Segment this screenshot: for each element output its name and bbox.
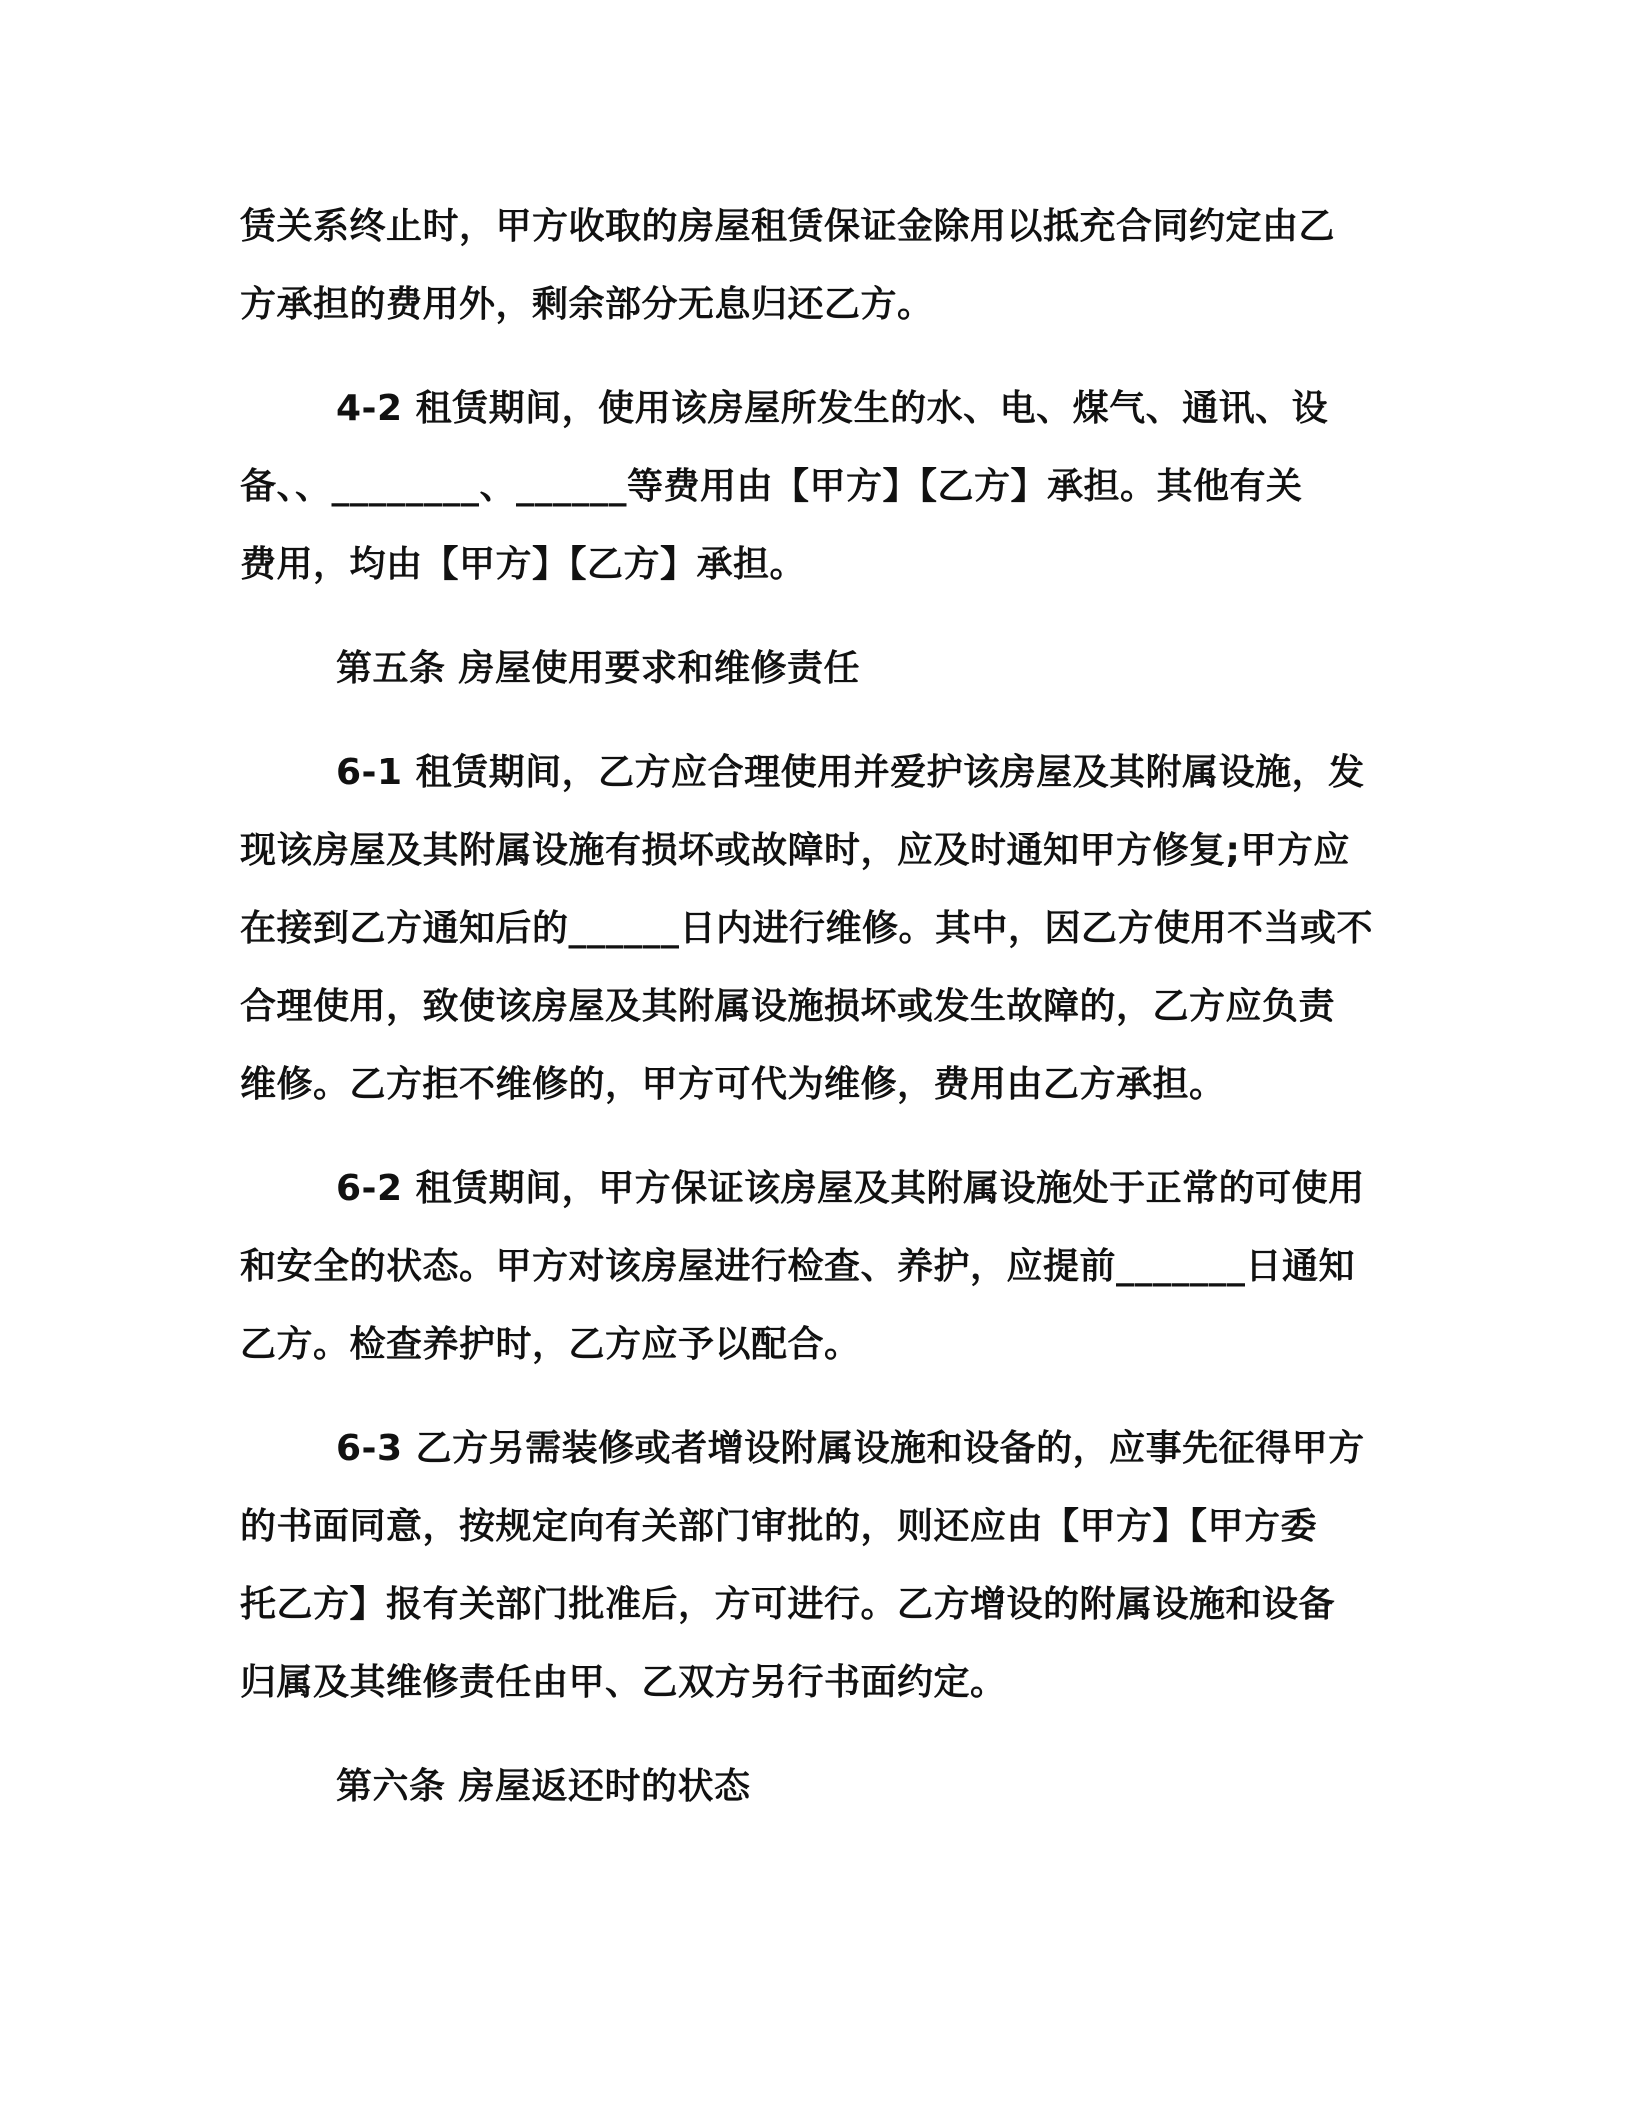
text-line: 和安全的状态。甲方对该房屋进行检查、养护，应提前_______日通知 xyxy=(240,1246,1356,1287)
text-line: 方承担的费用外，剩余部分无息归还乙方。 xyxy=(240,284,934,325)
text-line: 备、、________、______等费用由【甲方】【乙方】承担。其他有关 xyxy=(240,466,1303,507)
document-body xyxy=(240,188,1390,1852)
paragraph-deposit-return xyxy=(240,188,1390,344)
text-line: 赁关系终止时，甲方收取的房屋租赁保证金除用以抵充合同约定由乙 xyxy=(240,206,1336,247)
text-line: 4-2 租赁期间，使用该房屋所发生的水、电、煤气、通讯、设 xyxy=(336,388,1329,429)
text-line: 合理使用，致使该房屋及其附属设施损坏或发生故障的，乙方应负责 xyxy=(240,986,1336,1027)
text-line: 6-1 租赁期间，乙方应合理使用并爱护该房屋及其附属设施，发 xyxy=(336,752,1365,793)
text-line: 现该房屋及其附属设施有损坏或故障时，应及时通知甲方修复;甲方应 xyxy=(240,830,1350,871)
text-line: 托乙方】报有关部门批准后，方可进行。乙方增设的附属设施和设备 xyxy=(240,1584,1336,1625)
paragraph-6-3-renovation xyxy=(240,1410,1390,1722)
text-line: 6-3 乙方另需装修或者增设附属设施和设备的，应事先征得甲方 xyxy=(336,1428,1365,1469)
text-line: 乙方。检查养护时，乙方应予以配合。 xyxy=(240,1324,861,1365)
text-line: 归属及其维修责任由甲、乙双方另行书面约定。 xyxy=(240,1662,1007,1703)
text-line: 费用，均由【甲方】【乙方】承担。 xyxy=(240,544,807,585)
paragraph-6-2-inspection xyxy=(240,1150,1390,1384)
section-heading-article-5: 第五条 房屋使用要求和维修责任 xyxy=(336,648,861,689)
text-line: 在接到乙方通知后的______日内进行维修。其中，因乙方使用不当或不 xyxy=(240,908,1374,949)
paragraph-4-2-fees xyxy=(240,370,1390,604)
text-line: 维修。乙方拒不维修的，甲方可代为维修，费用由乙方承担。 xyxy=(240,1064,1226,1105)
section-heading-article-6: 第六条 房屋返还时的状态 xyxy=(336,1766,751,1807)
text-line: 的书面同意，按规定向有关部门审批的，则还应由【甲方】【甲方委 xyxy=(240,1506,1318,1547)
text-line: 6-2 租赁期间，甲方保证该房屋及其附属设施处于正常的可使用 xyxy=(336,1168,1365,1209)
paragraph-6-1-repairs xyxy=(240,734,1390,1124)
